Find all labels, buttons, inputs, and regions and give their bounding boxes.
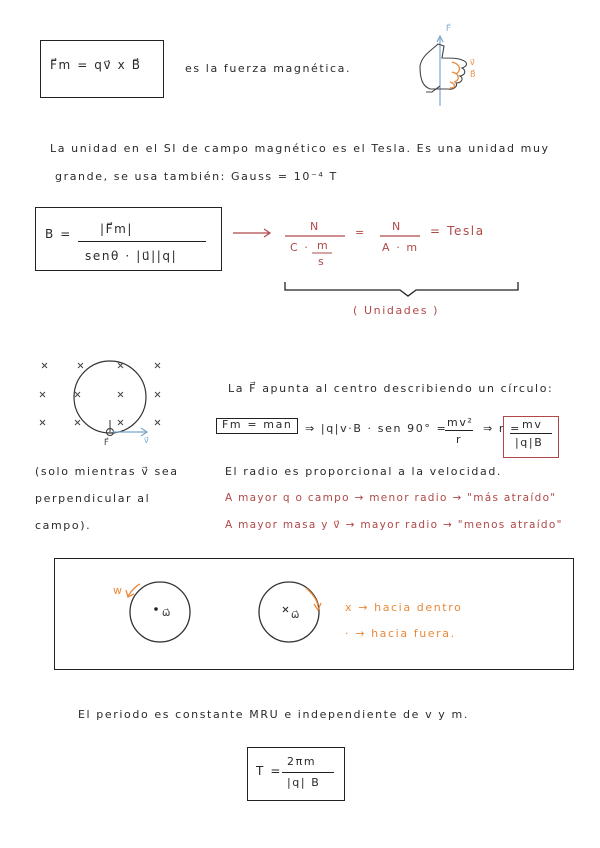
legend-out-of-page: · → hacia fuera. (345, 627, 456, 640)
field-formula-denominator: senθ · |u⃗||q| (85, 249, 178, 263)
units-denominator-2: A · m (382, 241, 419, 254)
circle-velocity-label: v⃗ (144, 436, 149, 445)
period-sentence: El periodo es constante MRU e independiente de v y m. (78, 708, 469, 721)
period-formula-left: T = (256, 764, 282, 778)
units-numerator-1: N (310, 220, 320, 233)
force-balance-eq: ⇒ |q|v·B · sen 90° = (305, 422, 448, 435)
angular-velocity-w-label: w (113, 584, 124, 597)
force-description: es la fuerza magnética. (185, 62, 352, 75)
period-formula-line (282, 772, 334, 773)
force-formula: F⃗m = qv⃗ x B⃗ (50, 58, 142, 72)
hand-velocity-label: v⃗ (470, 58, 475, 67)
units-numerator-2: N (392, 220, 402, 233)
units-denominator-1: C · (290, 241, 310, 254)
units-denominator-1-m: m (317, 239, 330, 252)
tesla-unit-line2: grande, se usa también: Gauss = 10⁻⁴ T (55, 170, 338, 183)
radius-eq-denominator: |q|B (515, 436, 544, 449)
perpendicular-note-line1: (solo mientras v⃗ sea (35, 465, 179, 478)
units-equals: = (355, 226, 366, 239)
field-formula-numerator: |F⃗m| (100, 222, 134, 236)
force-centre-sentence: La F⃗ apunta al centro describiendo un círculo: (228, 382, 554, 395)
radius-eq-numerator: mv (522, 418, 543, 431)
units-label: ( Unidades ) (353, 304, 440, 317)
radius-proportional-line: El radio es proporcional a la velocidad. (225, 465, 503, 478)
legend-into-page: x → hacia dentro (345, 601, 463, 614)
tesla-unit-line1: La unidad en el SI de campo magnético es el Tesla. Es una unidad muy (50, 142, 550, 155)
units-denominator-1-s: s (318, 255, 326, 268)
circle-force-label: F⃗ (104, 438, 109, 447)
period-formula-numerator: 2πm (287, 755, 317, 768)
hand-field-label: B⃗ (470, 70, 476, 79)
hand-force-label: F⃗ (446, 24, 451, 33)
greater-charge-line: A mayor q o campo → menor radio → "más atraído" (225, 492, 557, 504)
period-formula-denominator: |q| B (287, 776, 321, 789)
perpendicular-note-line2: perpendicular al (35, 492, 151, 505)
force-balance-denominator: r (456, 433, 463, 446)
omega-in-label: ω⃗ (291, 610, 300, 621)
newton-eq: Fm = man (222, 418, 293, 431)
omega-out-label: ω⃗ (162, 608, 171, 619)
greater-mass-line: A mayor masa y v⃗ → mayor radio → "menos atraído" (225, 519, 563, 531)
field-formula-left: B = (45, 227, 72, 241)
units-result: = Tesla (430, 224, 485, 238)
radius-eq-left: ⇒ r = (483, 422, 521, 435)
perpendicular-note-line3: campo). (35, 519, 92, 532)
force-balance-numerator: mv² (447, 416, 474, 429)
